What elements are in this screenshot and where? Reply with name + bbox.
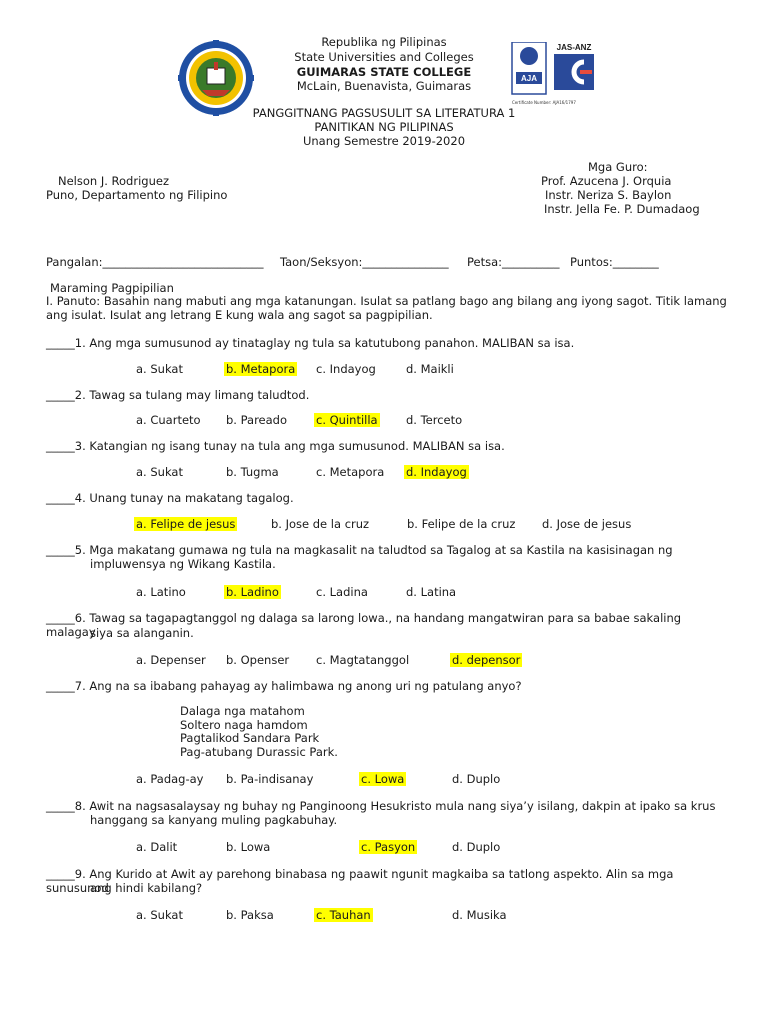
q9-option-a: a. Sukat <box>136 908 183 922</box>
q2-option-a: a. Cuarteto <box>136 413 201 427</box>
q2-option-c-answer: c. Quintilla <box>316 413 378 427</box>
question-4: _____4. Unang tunay na makatang tagalog. <box>46 491 294 505</box>
question-5: _____5. Mga makatang gumawa ng tula na magkasalit na taludtod sa Tagalog at sa Kastila na kasisinagan ng <box>46 543 673 557</box>
q1-option-b-answer: b. Metapora <box>226 362 296 376</box>
q7-option-c-answer: c. Lowa <box>361 772 405 786</box>
q9-option-b: b. Paksa <box>226 908 274 922</box>
q7-option-d: d. Duplo <box>452 772 501 786</box>
q5-option-b-answer: b. Ladino <box>226 585 279 599</box>
question-3: _____3. Katangian ng isang tunay na tula ang mga sumusunod. MALIBAN sa isa. <box>46 439 505 453</box>
q4-option-c: b. Felipe de la cruz <box>407 517 516 531</box>
q3-option-d-answer: d. Indayog <box>406 465 467 479</box>
q3-option-b: b. Tugma <box>226 465 279 479</box>
department-head-title: Puno, Departamento ng Filipino <box>46 188 228 202</box>
q8-option-a: a. Dalit <box>136 840 178 854</box>
teacher-2: Instr. Neriza S. Baylon <box>545 188 672 202</box>
q5-option-a: a. Latino <box>136 585 186 599</box>
department-head-name: Nelson J. Rodriguez <box>58 174 169 188</box>
poem-line-3: Pagtalikod Sandara Park <box>180 731 320 745</box>
q6-option-b: b. Openser <box>226 653 290 667</box>
q1-option-a: a. Sukat <box>136 362 183 376</box>
teachers-label: Mga Guro: <box>588 160 648 174</box>
q7-option-a: a. Padag-ay <box>136 772 204 786</box>
q3-option-a: a. Sukat <box>136 465 183 479</box>
q1-option-d: d. Maikli <box>406 362 454 376</box>
header-address: McLain, Buenavista, Guimaras <box>296 79 472 93</box>
question-1: _____1. Ang mga sumusunod ay tinataglay ng tula sa katutubong panahon. MALIBAN sa isa. <box>46 336 575 350</box>
name-field: Pangalan:____________________________ <box>46 255 264 269</box>
header-republic: Republika ng Pilipinas <box>321 35 447 49</box>
exam-semester: Unang Semestre 2019-2020 <box>302 134 466 148</box>
cert-brand-text: JAS-ANZ <box>556 43 592 52</box>
q9-option-d: d. Musika <box>452 908 507 922</box>
question-7: _____7. Ang na sa ibabang pahayag ay halimbawa ng anong uri ng patulang anyo? <box>46 679 522 693</box>
q6-option-a: a. Depenser <box>136 653 206 667</box>
question-8-cont: hanggang sa kanyang muling pagkabuhay. <box>90 813 338 827</box>
score-field: Puntos:________ <box>570 255 659 269</box>
poem-line-1: Dalaga nga matahom <box>180 704 305 718</box>
cert-aja-text: AJA <box>520 74 538 83</box>
exam-subtitle: PANITIKAN NG PILIPINAS <box>314 120 454 134</box>
header-suc: State Universities and Colleges <box>294 50 474 64</box>
q5-option-d: d. Latina <box>406 585 457 599</box>
teacher-3: Instr. Jella Fe. P. Dumadaog <box>544 202 700 216</box>
q8-option-d: d. Duplo <box>452 840 501 854</box>
question-2: _____2. Tawag sa tulang may limang taludtod. <box>46 388 310 402</box>
question-6-cont: siya sa alanganin. <box>90 626 194 640</box>
q4-option-b: b. Jose de la cruz <box>271 517 370 531</box>
question-9-cont: ang hindi kabilang? <box>90 881 203 895</box>
q9-option-c-answer: c. Tauhan <box>316 908 371 922</box>
q2-option-b: b. Pareado <box>226 413 288 427</box>
q2-option-d: d. Terceto <box>406 413 463 427</box>
q5-option-c: c. Ladina <box>316 585 368 599</box>
section-title: Maraming Pagpipilian <box>50 281 174 295</box>
poem-line-4: Pag-atubang Durassic Park. <box>180 745 338 759</box>
q4-option-a-answer: a. Felipe de jesus <box>136 517 236 531</box>
q4-option-d: d. Jose de jesus <box>542 517 632 531</box>
section-field: Taon/Seksyon:_______________ <box>280 255 449 269</box>
question-9: _____9. Ang Kurido at Awit ay parehong binabasa ng paawit ngunit magkaiba sa tatlong aspekto. Alin sa mga sunusunod <box>46 867 674 895</box>
q8-option-b: b. Lowa <box>226 840 271 854</box>
q8-option-c-answer: c. Pasyon <box>361 840 416 854</box>
cert-caption: Certificate Number: AJA16/1797 <box>512 100 576 105</box>
q7-option-b: b. Pa-indisanay <box>226 772 314 786</box>
question-6: _____6. Tawag sa tagapagtanggol ng dalaga sa larong lowa., na handang mangatwiran para sa babae sakaling malagay <box>46 611 682 639</box>
question-5-cont: impluwensya ng Wikang Kastila. <box>90 557 276 571</box>
exam-title: PANGGITNANG PAGSUSULIT SA LITERATURA 1 <box>252 106 516 120</box>
q6-option-c: c. Magtatanggol <box>316 653 410 667</box>
header-college: GUIMARAS STATE COLLEGE <box>296 65 472 79</box>
poem-line-2: Soltero naga hamdom <box>180 718 308 732</box>
date-field: Petsa:__________ <box>467 255 560 269</box>
q1-option-c: c. Indayog <box>316 362 376 376</box>
question-8: _____8. Awit na nagsasalaysay ng buhay ng Panginoong Hesukristo mula nang siya’y isilang, dakpin at ipako sa krus <box>46 799 716 813</box>
instructions: I. Panuto: Basahin nang mabuti ang mga katanungan. Isulat sa patlang bago ang bilang ang iyong sagot. Titik lamang ang isulat. Isulat ang letrang E kung wala ang sagot sa pagpipilian. <box>46 294 727 322</box>
teacher-1: Prof. Azucena J. Orquia <box>541 174 672 188</box>
q6-option-d-answer: d. depensor <box>452 653 521 667</box>
q3-option-c: c. Metapora <box>316 465 385 479</box>
